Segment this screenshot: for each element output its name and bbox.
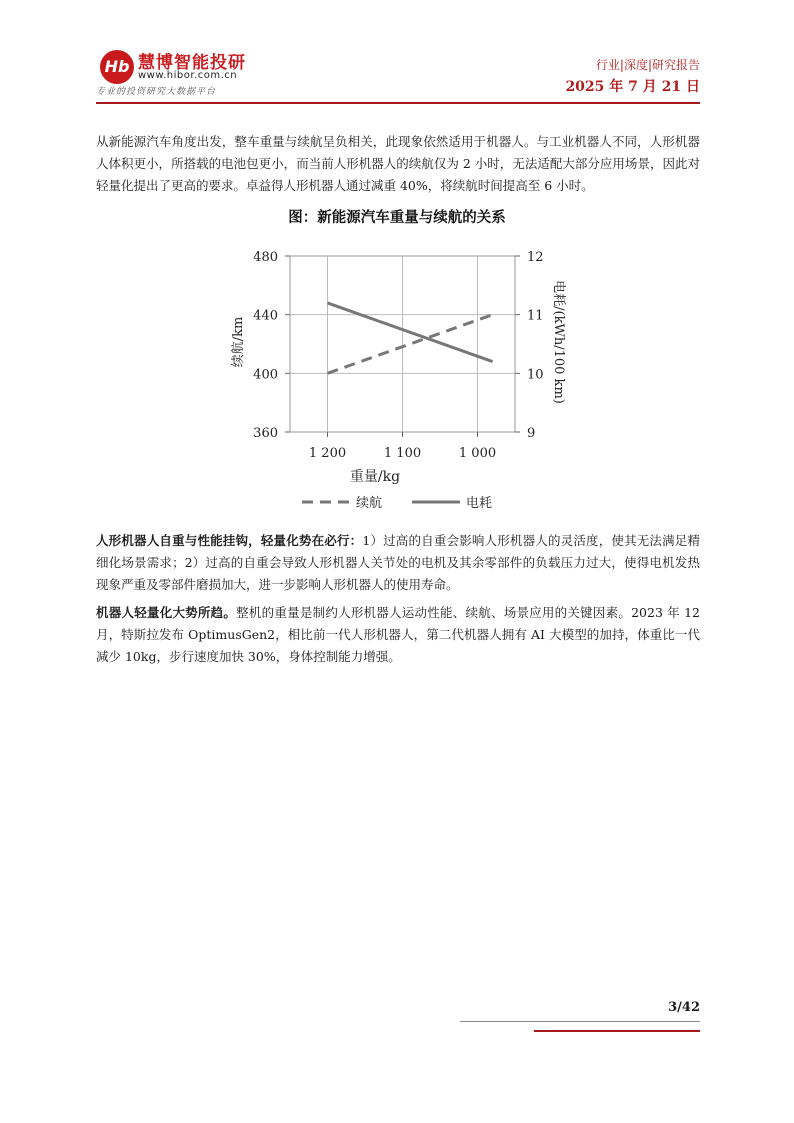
y-right-tick-label: 9 <box>527 426 536 441</box>
y-left-tick-label: 400 <box>253 367 278 383</box>
y-right-tick-label: 10 <box>527 367 544 383</box>
chart-grid <box>290 256 515 432</box>
y-left-tick-label: 480 <box>253 250 278 265</box>
footer-divider-red <box>534 1030 700 1032</box>
legend-label: 电耗 <box>466 496 493 511</box>
paragraph-2 <box>96 530 700 596</box>
paragraph-2-heading: 人形机器人自重与性能挂钩，轻量化势在必行： <box>96 533 363 548</box>
x-axis-label: 重量/kg <box>349 469 401 485</box>
logo-name: 慧博智能投研 <box>138 53 246 73</box>
series-line-consumption <box>328 303 493 362</box>
hibor-logo-icon: Hb <box>100 50 134 84</box>
paragraph-3-text: 整机的重量是制约人形机器人运动性能、续航、场景应用的关键因素。2023 年 12 月，特斯拉发布 OptimusGen2，相比前一代人形机器人，第二代机器人拥有 AI 大模型的加持，体重比一代减少 10kg，步行速度加快 30%，身体控制能力增强。 <box>96 605 700 664</box>
paragraph-3-heading: 机器人轻量化大势所趋。 <box>96 605 237 620</box>
y-left-tick-label: 440 <box>253 308 278 324</box>
x-tick-label: 1 000 <box>458 446 497 461</box>
series-line-range <box>328 315 493 374</box>
y-left-tick-label: 360 <box>253 426 278 441</box>
chart-axes <box>253 250 543 461</box>
y-right-tick-label: 12 <box>527 250 544 265</box>
paragraph-1: 从新能源汽车角度出发，整车重量与续航呈负相关，此现象依然适用于机器人。与工业机器人不同，人形机器人体积更小，所搭载的电池包更小，而当前人形机器人的续航仅为 2 小时，无法适配大部分应用场景，因此对轻量化提出了更高的要求。卓益得人形机器人通过减重 40%，将续航时间提高至 6 小时。 <box>96 134 700 193</box>
x-tick-label: 1 200 <box>308 446 347 461</box>
report-type: 行业|深度|研究报告 <box>595 58 700 72</box>
report-date: 2025 年 7 月 21 日 <box>565 79 700 95</box>
logo-url: www.hibor.com.cn <box>138 70 238 81</box>
y-axis-left-label: 续航/km <box>231 316 246 368</box>
y-axis-right-label: 电耗/(kWh/100 km) <box>551 280 566 404</box>
paragraph-2-text: 1）过高的自重会影响人形机器人的灵活度，使其无法满足精细化场景需求；2）过高的自重会导致人形机器人关节处的电机及其余零部件的负载压力过大，使得电机发热现象严重及零部件磨损加大，进一步影响人形机器人的使用寿命。 <box>96 533 700 592</box>
y-right-tick-label: 11 <box>527 308 544 324</box>
chart-series <box>328 303 493 373</box>
paragraph-3 <box>96 602 700 668</box>
legend-label: 续航 <box>356 496 383 511</box>
header-divider <box>96 102 700 104</box>
figure-title: 图：新能源汽车重量与续航的关系 <box>288 210 506 226</box>
weight-range-chart <box>210 232 570 522</box>
page-header <box>96 44 700 104</box>
chart-legend <box>302 495 492 511</box>
footer-divider-thin <box>460 1021 700 1022</box>
logo-slogan: 专业的投资研究大数据平台 <box>96 87 217 97</box>
page-number: 3/42 <box>668 1000 700 1015</box>
x-tick-label: 1 100 <box>383 446 422 461</box>
